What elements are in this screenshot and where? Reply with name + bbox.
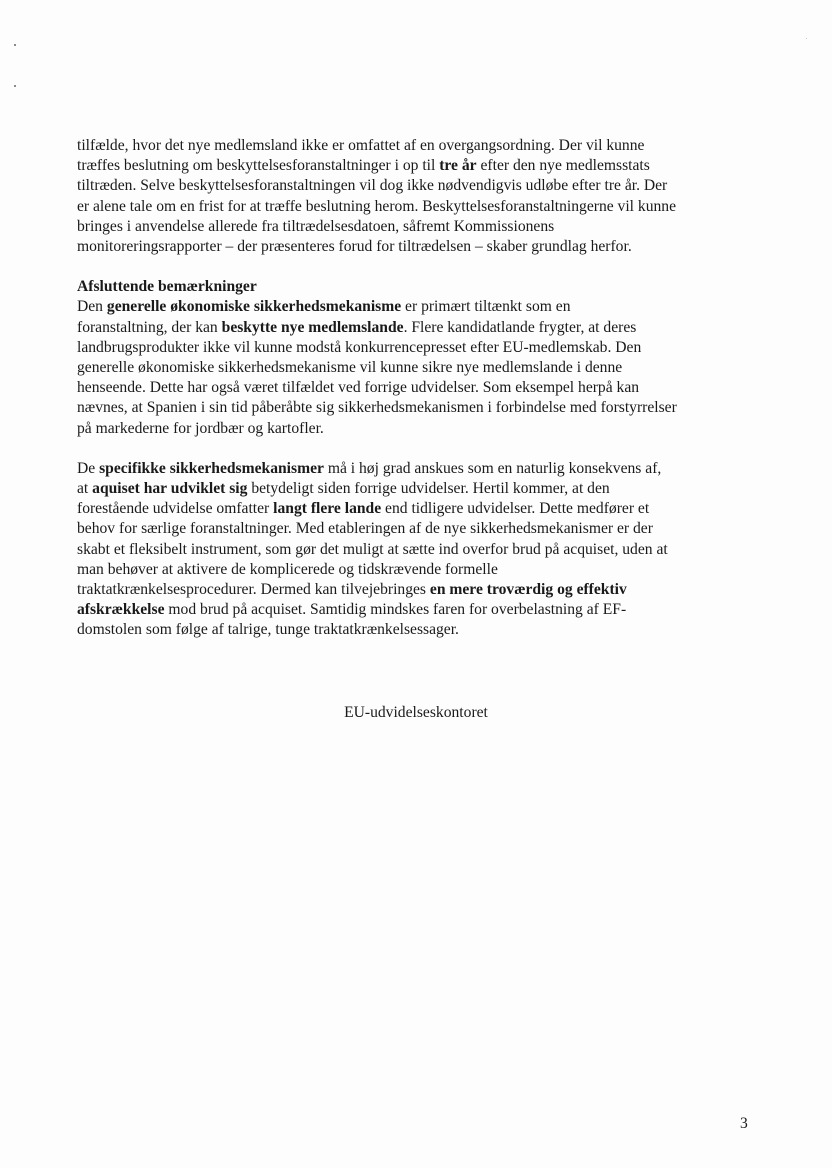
page-number: 3 <box>740 1115 748 1132</box>
text-line <box>77 479 757 499</box>
text-line: monitoreringsrapporter – der præsenteres forud for tiltrædelsen – skaber grundlag herfor. <box>77 238 632 256</box>
text-run: Den <box>77 298 107 316</box>
text-line: man behøver at aktivere de komplicerede og tidskrævende formelle <box>77 560 498 578</box>
text-line <box>77 297 757 317</box>
text-line: er alene tale om en frist for at træffe beslutning herom. Beskyttelsesforanstaltningerne vil kunne <box>77 197 677 215</box>
text-line: henseende. Dette har også været tilfældet ved forrige udvidelser. Som eksempel herpå kan <box>77 379 640 397</box>
text-run: foranstaltning, der kan <box>77 318 222 336</box>
paragraph-specifikke <box>77 459 757 641</box>
text-run: at <box>77 480 93 498</box>
text-line: landbrugsprodukter ikke vil kunne modstå konkurrencepresset efter EU-medlemskab. Den <box>77 338 642 356</box>
emphasis-text: beskytte nye medlemslande <box>221 318 404 336</box>
text-run: mod brud på acquiset. Samtidig mindskes faren for overbelastning af EF- <box>164 601 627 619</box>
emphasis-text: langt flere lande <box>273 500 382 518</box>
text-run: må i høj grad anskues som en naturlig konsekvens af, <box>323 459 662 477</box>
text-line: nævnes, at Spanien i sin tid påberåbte sig sikkerhedsmekanismen i forbindelse med forstyrrelser <box>77 399 677 417</box>
text-line: bringes i anvendelse allerede fra tiltrædelsesdatoen, såfremt Kommissionens <box>77 217 555 235</box>
emphasis-text: generelle økonomiske sikkerhedsmekanisme <box>106 298 402 316</box>
text-line <box>77 318 757 338</box>
text-run: forestående udvidelse omfatter <box>77 500 274 518</box>
text-run: traktatkrænkelsesprocedurer. Dermed kan tilvejebringes <box>77 581 430 599</box>
text-line: behov for særlige foranstaltninger. Med etableringen af de nye sikkerhedsmekanismer er der <box>77 520 653 538</box>
emphasis-text: en mere troværdig og effektiv <box>429 581 627 599</box>
text-line <box>77 156 757 176</box>
text-run: betydeligt siden forrige udvidelser. Hertil kommer, at den <box>247 480 610 498</box>
text-run: . Flere kandidatlande frygter, at deres <box>403 318 637 336</box>
signature-office: EU-udvidelseskontoret <box>344 704 488 721</box>
paragraph-overgangsordning <box>77 136 757 257</box>
paragraph-generelle <box>77 297 757 438</box>
text-run: er primært tiltænkt som en <box>401 298 571 316</box>
text-run: end tidligere udvidelser. Dette medfører et <box>381 500 650 518</box>
text-line <box>77 600 757 620</box>
text-line: tiltræden. Selve beskyttelsesforanstaltningen vil dog ikke nødvendigvis udløbe efter tre år. Der <box>77 177 668 195</box>
text-line: skabt et fleksibelt instrument, som gør det muligt at sætte ind overfor brud på acquiset, uden at <box>77 540 668 558</box>
scan-speck <box>14 85 16 87</box>
document-body <box>77 136 757 641</box>
text-line <box>77 499 757 519</box>
emphasis-text: aquiset har udviklet sig <box>92 480 248 498</box>
text-line: generelle økonomiske sikkerhedsmekanisme vil kunne sikre nye medlemslande i denne <box>77 359 623 377</box>
text-run: efter den nye medlemsstats <box>476 157 650 175</box>
emphasis-text: afskrækkelse <box>77 601 165 619</box>
scan-speck <box>806 38 807 39</box>
text-line <box>77 459 757 479</box>
emphasis-text: specifikke sikkerhedsmekanismer <box>99 459 324 477</box>
scan-speck <box>14 44 16 46</box>
text-run: De <box>77 459 100 477</box>
text-run: træffes beslutning om beskyttelsesforanstaltninger i op til <box>77 157 440 175</box>
text-line: domstolen som følge af talrige, tunge traktatkrænkelsessager. <box>77 621 459 639</box>
section-heading: Afsluttende bemærkninger <box>77 278 257 296</box>
text-line: på markederne for jordbær og kartofler. <box>77 419 324 437</box>
text-line <box>77 580 757 600</box>
emphasis-text: tre år <box>439 157 477 175</box>
text-line: tilfælde, hvor det nye medlemsland ikke er omfattet af en overgangsordning. Der vil kunne <box>77 137 645 154</box>
